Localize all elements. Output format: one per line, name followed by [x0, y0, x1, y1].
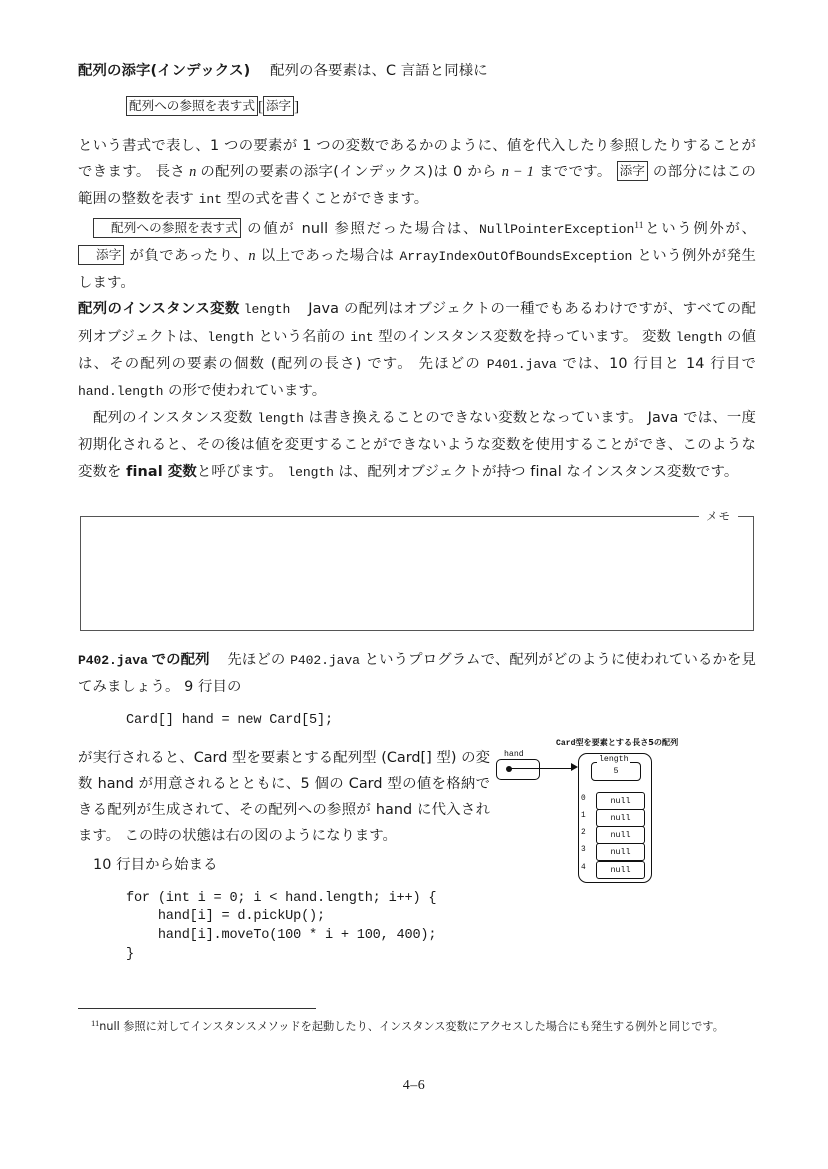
footnote-block — [78, 1014, 750, 1038]
slot-index: 添字 — [263, 96, 294, 116]
exception-text-4: 以上であった場合は — [255, 248, 400, 265]
footnote-marker-11: 11 — [634, 220, 644, 231]
p402-explanation-body: が実行されると、Card 型を要素とする配列型 (Card[] 型) の変数 hand が用意されるとともに、5 個の Card 型の値を格納できる配列が生成されて、その配列への参照が hand に代入されます。 この時の状態は右の図のようになります。 — [78, 749, 490, 845]
array-cell-row — [581, 809, 651, 826]
cell-value: null — [596, 792, 645, 810]
p402-text-1: 先ほどの — [227, 651, 291, 668]
figure-caption-text: 型を要素とする長さ5の配列 — [575, 736, 679, 747]
p402-text-2: というプログラムで、配列がどのように使われているかを見てみましょう。 9 行目の — [78, 651, 757, 696]
section-index-heading: 配列の添字(インデックス) — [78, 63, 251, 79]
array-cells — [581, 792, 651, 878]
line10-lead-text: 10 行目から始まる — [93, 856, 218, 873]
exception-text-1: の値が null 参照だった場合は、 — [240, 220, 480, 237]
variable-hand-label: hand — [504, 749, 524, 759]
section-index-intro: 配列の各要素は、C 言語と同様に — [270, 63, 488, 79]
bracket-open: [ — [257, 99, 263, 116]
length-keyword-1: length — [207, 329, 254, 345]
cell-index: 4 — [581, 863, 586, 872]
length-field-box: 5 — [591, 762, 641, 781]
final-term: final 変数 — [126, 463, 197, 480]
cell-value: null — [596, 809, 645, 827]
exception-arrayindexoutofbounds: ArrayIndexOutOfBoundsException — [399, 249, 633, 265]
length-keyword-2: length — [675, 329, 723, 345]
code-for-loop: for (int i = 0; i < hand.length; i++) { hand[i] = d.pickUp(); hand[i].moveTo(100 * i + 100, 400); } — [126, 890, 437, 962]
slot-index-inline-1: 添字 — [617, 161, 648, 181]
array-cell-row — [581, 826, 651, 843]
format-var-n-minus-1: n − 1 — [501, 164, 535, 181]
paragraph-final-variable — [78, 405, 756, 486]
variable-hand-box — [496, 759, 540, 780]
format-text-1: という書式で表し、1 つの要素が 1 つの変数であるかのように、値を代入したり参照したりすることができます。 長さ — [78, 138, 756, 181]
exception-nullpointer: NullPointerException — [479, 221, 635, 237]
footnote-number: 11 — [91, 1018, 100, 1028]
cell-index: 2 — [581, 829, 586, 838]
p402-explanation-text — [78, 745, 490, 850]
length-field-label: length — [599, 755, 629, 765]
memo-label: メモ — [699, 507, 738, 525]
final-text-1: 配列のインスタンス変数 — [93, 410, 258, 427]
final-text-4: は、配列オブジェクトが持つ final なインスタンス変数です。 — [333, 463, 739, 480]
slot-array-reference: 配列への参照を表す式 — [126, 96, 258, 116]
reference-arrow-head-icon — [571, 763, 578, 771]
section-length-heading-mono: length — [243, 302, 291, 318]
cell-index: 1 — [581, 812, 586, 821]
slot-array-reference-inline: 配列への参照を表す式 — [93, 218, 241, 238]
array-index-syntax — [126, 96, 756, 119]
memo-area — [80, 506, 756, 631]
length-expr-handlength: hand.length — [78, 384, 164, 400]
exception-text-2: という例外が、 — [643, 220, 756, 237]
slot-index-inline-2: 添字 — [78, 245, 124, 265]
final-keyword-length-2: length — [287, 464, 334, 480]
final-text-2: は書き換えることのできない変数となっています。 Java では、一度初期化されると、その後は値を変更することができないような変数を使用することができ、このような変数を — [78, 410, 756, 480]
exception-var-n: n — [248, 248, 256, 265]
length-text-6: の形で使われています。 — [163, 383, 327, 400]
page-number: 4–6 — [402, 1078, 426, 1093]
bracket-close: ] — [294, 99, 300, 116]
paragraph-format-rules — [78, 133, 756, 213]
section-p402-paragraph — [78, 647, 756, 700]
format-text-3: までです。 — [534, 164, 617, 181]
exception-text-3: が負であったり、 — [124, 248, 249, 265]
section-p402-heading-file: P402.java — [78, 652, 148, 668]
length-text-5: では、10 行目と 14 行目で — [556, 355, 756, 372]
cell-index: 3 — [581, 846, 586, 855]
paragraph-exceptions — [78, 213, 756, 297]
cell-value: null — [596, 843, 645, 861]
memo-box[interactable] — [80, 516, 754, 631]
figure-caption-type: Card — [556, 738, 576, 748]
length-text-1: Java の配列はオブジェクトの一種でもあるわけですが、すべての配列オブジェクトは、 — [78, 301, 756, 345]
format-text-2: の配列の要素の添字(インデックス)は 0 から — [200, 164, 502, 181]
format-keyword-int: int — [198, 191, 222, 207]
length-text-3: 型のインスタンス変数を持っています。 変数 — [373, 328, 676, 345]
exception-text-5: という例外が発生します。 — [78, 248, 756, 292]
cell-value: null — [596, 826, 645, 844]
length-text-4: の値は、その配列の要素の個数 (配列の長さ) です。 先ほどの — [78, 328, 757, 372]
figure-caption — [556, 737, 678, 748]
array-cell-row — [581, 843, 651, 860]
array-object-box — [578, 753, 652, 883]
format-text-5: 型の式を書くことができます。 — [221, 190, 429, 207]
section-p402-heading-jp: での配列 — [151, 651, 210, 668]
format-text-4: の部分にはこの範囲の整数を表す — [78, 164, 756, 207]
section-index-paragraph — [78, 58, 756, 84]
array-object-diagram — [478, 737, 778, 887]
cell-value: null — [596, 861, 645, 879]
final-text-3: と呼びます。 — [196, 463, 288, 480]
length-file-p401: P401.java — [486, 356, 557, 372]
reference-arrow-line — [510, 768, 573, 769]
footnote-text: null 参照に対してインスタンスメソッドを起動したり、インスタンス変数にアクセスした場合にも発生する例外と同じです。 — [99, 1020, 724, 1033]
length-text-2: という名前の — [253, 328, 351, 345]
array-cell-row — [581, 861, 651, 878]
format-var-n: n — [189, 164, 197, 181]
p402-file-reference: P402.java — [290, 652, 360, 668]
final-keyword-length-1: length — [257, 411, 304, 427]
code-array-declaration: Card[] hand = new Card[5]; — [126, 713, 333, 729]
section-length-heading: 配列のインスタンス変数 — [78, 301, 240, 318]
array-cell-row — [581, 792, 651, 809]
cell-index: 0 — [581, 794, 586, 803]
footnote-separator — [78, 1008, 316, 1009]
section-length-paragraph — [78, 296, 756, 405]
length-keyword-int: int — [350, 329, 374, 345]
